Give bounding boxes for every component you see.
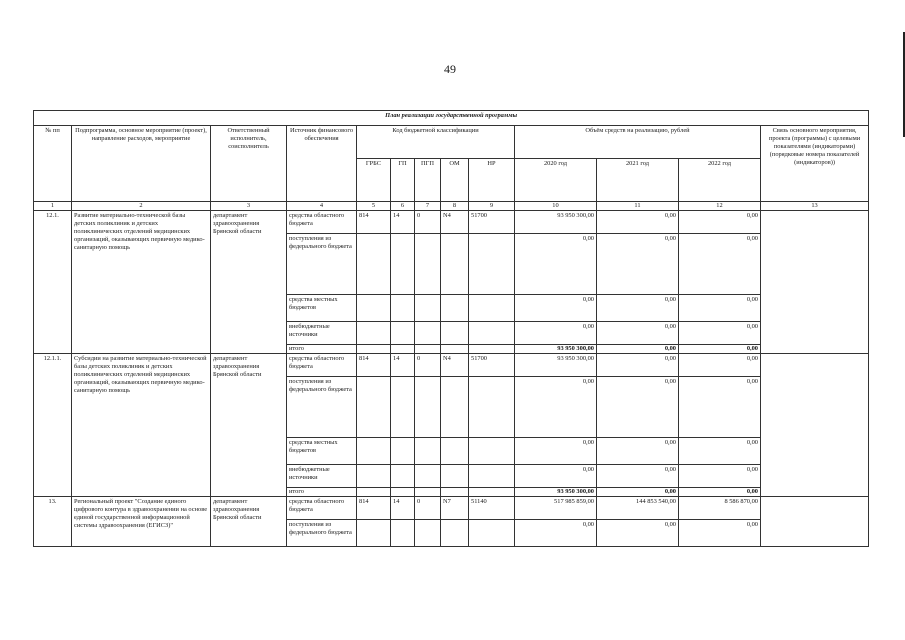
amount-2022: 0,00: [679, 322, 761, 345]
program-plan-table: [33, 110, 869, 547]
indicator-link-cell: [761, 211, 869, 354]
header-2020: 2020 год: [515, 159, 597, 202]
column-numbers-row: [34, 202, 869, 211]
source-total: итого: [287, 345, 357, 354]
code-om: N4: [441, 211, 469, 234]
amount-2021: 0,00: [597, 354, 679, 377]
amount-2022: 0,00: [679, 520, 761, 547]
header-indicator-link: Связь основного мероприятия, проекта (программы) с целевыми показателями (индикаторами) (порядковые номера показателей (индикаторов)): [761, 126, 869, 202]
code-pgp: 0: [415, 497, 441, 520]
column-number: 3: [211, 202, 287, 211]
code-np: 51700: [469, 354, 515, 377]
column-number: 6: [391, 202, 415, 211]
source-federal: поступления из федерального бюджета: [287, 377, 357, 438]
column-number: 12: [679, 202, 761, 211]
source-regional: средства областного бюджета: [287, 497, 357, 520]
code-gp: 14: [391, 354, 415, 377]
column-number: 7: [415, 202, 441, 211]
row-description: Региональный проект "Создание единого цифрового контура в здравоохранении на основе единой государственной информационной системы здравоохранения (ЕГИСЗ)": [72, 497, 211, 547]
page-number: 49: [444, 62, 456, 76]
row-executor: департамент здравоохранения Брянской области: [211, 354, 287, 497]
amount-2020: 0,00: [515, 465, 597, 488]
amount-2020: 93 950 300,00: [515, 211, 597, 234]
total-2022: 0,00: [679, 488, 761, 497]
header-source: Источник финансового обеспечения: [287, 126, 357, 202]
amount-2022: 8 586 870,00: [679, 497, 761, 520]
amount-2020: 0,00: [515, 377, 597, 438]
table-row: [34, 354, 869, 377]
amount-2022: 0,00: [679, 211, 761, 234]
code-om: N7: [441, 497, 469, 520]
header-subprogram: Подпрограмма, основное мероприятие (проект), направление расходов, мероприятие: [72, 126, 211, 202]
amount-2021: 0,00: [597, 211, 679, 234]
total-2021: 0,00: [597, 345, 679, 354]
column-number: 8: [441, 202, 469, 211]
code-grbs: 814: [357, 211, 391, 234]
total-2020: 93 950 300,00: [515, 488, 597, 497]
amount-2021: 0,00: [597, 377, 679, 438]
amount-2022: 0,00: [679, 354, 761, 377]
code-np: 51700: [469, 211, 515, 234]
code-np: 51140: [469, 497, 515, 520]
amount-2021: 0,00: [597, 438, 679, 465]
row-executor: департамент здравоохранения Брянской области: [211, 211, 287, 354]
code-gp: 14: [391, 497, 415, 520]
code-grbs: 814: [357, 497, 391, 520]
amount-2022: 0,00: [679, 295, 761, 322]
source-local: средства местных бюджетов: [287, 438, 357, 465]
total-2021: 0,00: [597, 488, 679, 497]
source-total: итого: [287, 488, 357, 497]
amount-2022: 0,00: [679, 377, 761, 438]
header-om: ОМ: [441, 159, 469, 202]
source-federal: поступления из федерального бюджета: [287, 520, 357, 547]
table-row: [34, 497, 869, 520]
code-pgp: 0: [415, 354, 441, 377]
amount-2020: 93 950 300,00: [515, 354, 597, 377]
source-regional: средства областного бюджета: [287, 211, 357, 234]
amount-2021: 144 853 540,00: [597, 497, 679, 520]
column-number: 5: [357, 202, 391, 211]
amount-2021: 0,00: [597, 520, 679, 547]
source-extrabudget: внебюджетные источники: [287, 322, 357, 345]
amount-2020: 0,00: [515, 438, 597, 465]
table-title: План реализации государственной программы: [34, 111, 869, 126]
source-regional: средства областного бюджета: [287, 354, 357, 377]
indicator-link-cell: [761, 354, 869, 497]
code-gp: 14: [391, 211, 415, 234]
column-number: 13: [761, 202, 869, 211]
source-local: средства местных бюджетов: [287, 295, 357, 322]
row-number: 12.1.1.: [34, 354, 72, 497]
amount-2022: 0,00: [679, 234, 761, 295]
amount-2021: 0,00: [597, 322, 679, 345]
column-number: 4: [287, 202, 357, 211]
column-number: 1: [34, 202, 72, 211]
column-number: 10: [515, 202, 597, 211]
column-number: 9: [469, 202, 515, 211]
header-pgp: ПГП: [415, 159, 441, 202]
column-number: 2: [72, 202, 211, 211]
amount-2020: 517 985 859,00: [515, 497, 597, 520]
amount-2020: 0,00: [515, 520, 597, 547]
header-volume: Объём средств на реализацию, рублей: [515, 126, 761, 159]
source-extrabudget: внебюджетные источники: [287, 465, 357, 488]
column-number: 11: [597, 202, 679, 211]
amount-2020: 0,00: [515, 322, 597, 345]
amount-2022: 0,00: [679, 465, 761, 488]
indicator-link-cell: [761, 497, 869, 547]
amount-2021: 0,00: [597, 234, 679, 295]
source-federal: поступления из федерального бюджета: [287, 234, 357, 295]
amount-2021: 0,00: [597, 295, 679, 322]
row-description: Субсидии на развитие материально-технической базы детских поликлиник и детских поликлинических отделений медицинских организаций, оказывающих первичную медико-санитарную помощь: [72, 354, 211, 497]
amount-2020: 0,00: [515, 295, 597, 322]
header-budget-code: Код бюджетной классификации: [357, 126, 515, 159]
row-number: 12.1.: [34, 211, 72, 354]
header-np: НР: [469, 159, 515, 202]
row-number: 13.: [34, 497, 72, 547]
amount-2021: 0,00: [597, 465, 679, 488]
header-grbs: ГРБС: [357, 159, 391, 202]
header-2022: 2022 год: [679, 159, 761, 202]
table-row: [34, 211, 869, 234]
row-executor: департамент здравоохранения Брянской области: [211, 497, 287, 547]
code-pgp: 0: [415, 211, 441, 234]
total-2020: 93 950 300,00: [515, 345, 597, 354]
code-grbs: 814: [357, 354, 391, 377]
code-om: N4: [441, 354, 469, 377]
total-2022: 0,00: [679, 345, 761, 354]
header-2021: 2021 год: [597, 159, 679, 202]
header-no: № пп: [34, 126, 72, 202]
amount-2022: 0,00: [679, 438, 761, 465]
row-description: Развитие материально-технической базы детских поликлиник и детских поликлинических отделений медицинских организаций, оказывающих первичную медико-санитарную помощь: [72, 211, 211, 354]
header-executor: Ответственный исполнитель, соисполнитель: [211, 126, 287, 202]
amount-2020: 0,00: [515, 234, 597, 295]
header-gp: ГП: [391, 159, 415, 202]
